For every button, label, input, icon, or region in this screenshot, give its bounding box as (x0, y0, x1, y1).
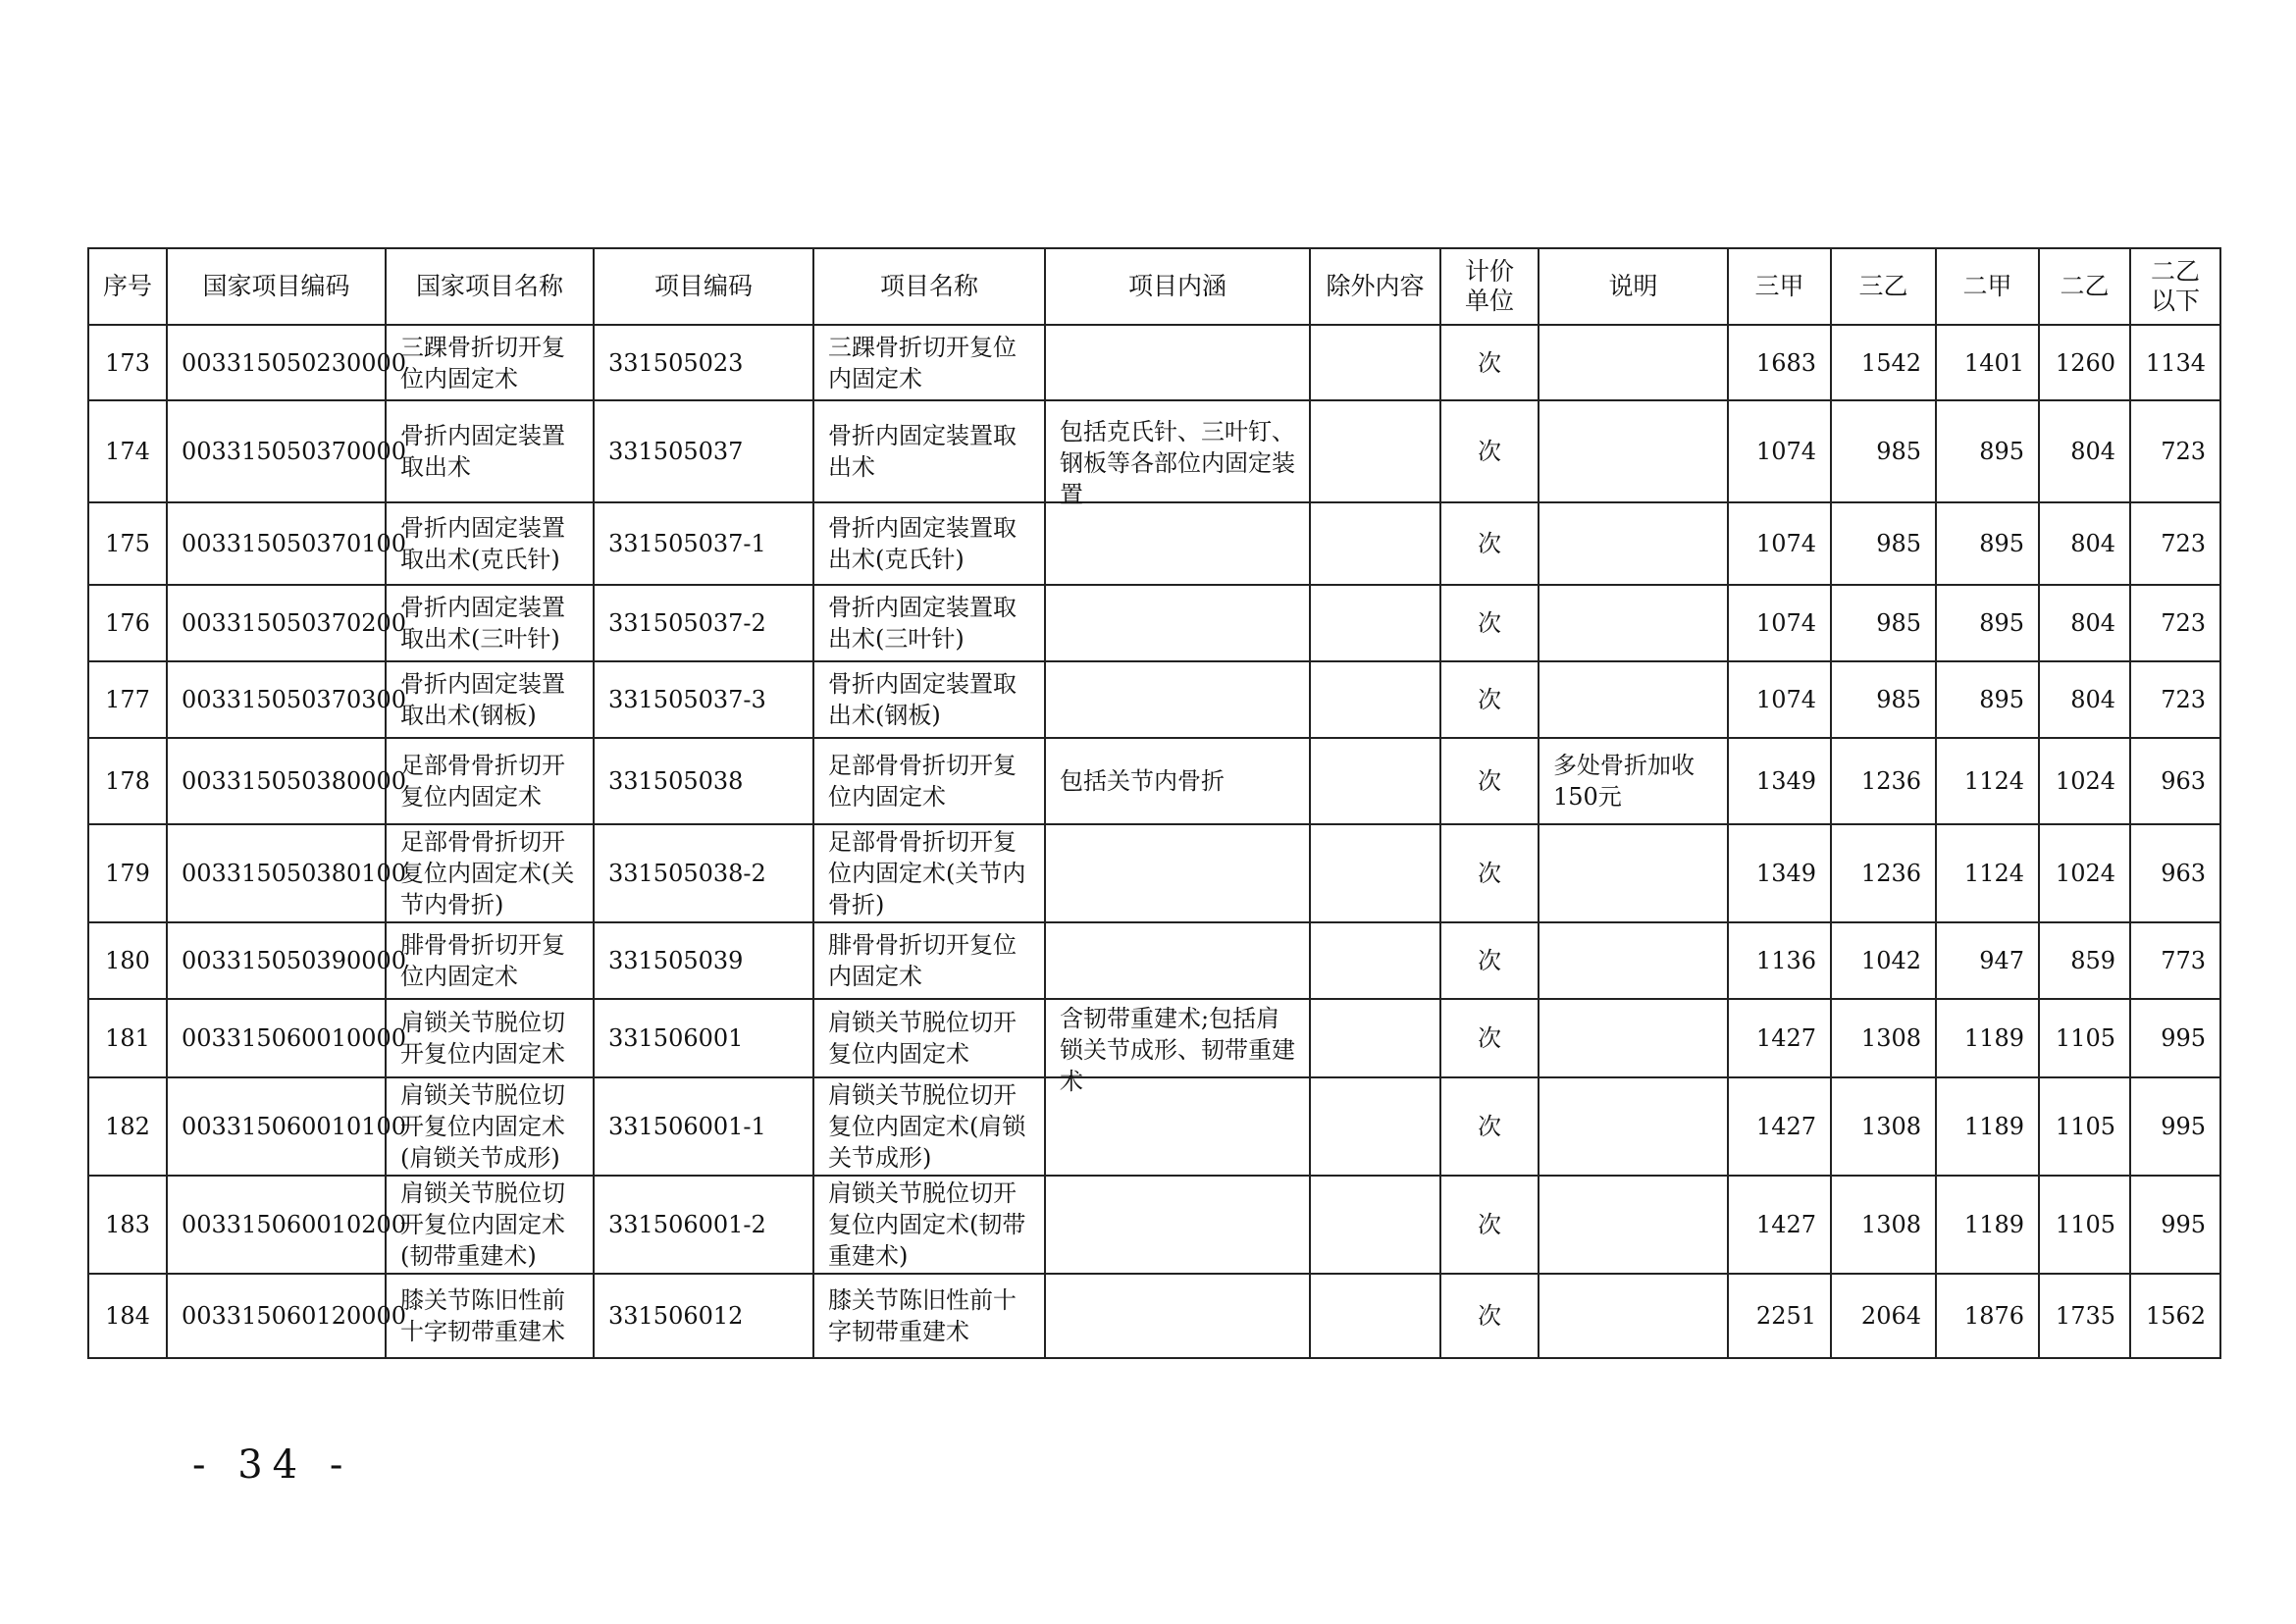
cell-price-tier-1: 1349 (1728, 738, 1831, 824)
cell-price-tier-4: 1735 (2039, 1274, 2130, 1358)
cell-pricing-unit: 次 (1440, 922, 1539, 999)
cell-item-name: 腓骨骨折切开复位内固定术 (813, 922, 1045, 999)
cell-price-tier-2: 985 (1831, 400, 1936, 502)
cell-item-code: 331505037-2 (594, 585, 813, 661)
cell-row-number: 176 (88, 585, 167, 661)
cell-national-code: 003315060010200 (167, 1176, 386, 1274)
cell-note (1539, 502, 1728, 585)
cell-national-name: 骨折内固定装置取出术(三叶针) (386, 585, 594, 661)
cell-excluded-content (1310, 922, 1440, 999)
table-row (88, 999, 2220, 1077)
cell-price-tier-2: 1236 (1831, 738, 1936, 824)
cell-pricing-unit: 次 (1440, 1274, 1539, 1358)
header-price-tier-1: 三甲 (1728, 248, 1831, 325)
cell-national-name: 肩锁关节脱位切开复位内固定术(肩锁关节成形) (386, 1077, 594, 1176)
cell-excluded-content (1310, 325, 1440, 400)
header-row (88, 248, 2220, 325)
cell-price-tier-5: 963 (2130, 824, 2220, 922)
header-price-tier-2: 三乙 (1831, 248, 1936, 325)
cell-price-tier-1: 1427 (1728, 1176, 1831, 1274)
cell-item-name: 肩锁关节脱位切开复位内固定术 (813, 999, 1045, 1077)
cell-row-number: 179 (88, 824, 167, 922)
cell-row-number: 174 (88, 400, 167, 502)
header-note: 说明 (1539, 248, 1728, 325)
cell-price-tier-1: 1683 (1728, 325, 1831, 400)
cell-item-content (1045, 999, 1310, 1095)
cell-national-code: 003315060010000 (167, 999, 386, 1077)
cell-row-number: 175 (88, 502, 167, 585)
cell-excluded-content (1310, 1274, 1440, 1358)
cell-price-tier-1: 1074 (1728, 585, 1831, 661)
cell-item-code: 331506001-1 (594, 1077, 813, 1176)
header-content: 项目内涵 (1045, 248, 1310, 325)
header-national-code: 国家项目编码 (167, 248, 386, 325)
cell-price-tier-3: 895 (1936, 502, 2039, 585)
cell-price-tier-4: 859 (2039, 922, 2130, 999)
table-row (88, 922, 2220, 999)
cell-pricing-unit: 次 (1440, 502, 1539, 585)
cell-price-tier-3: 1124 (1936, 738, 2039, 824)
table-row (88, 502, 2220, 585)
cell-item-code: 331505039 (594, 922, 813, 999)
cell-pricing-unit: 次 (1440, 824, 1539, 922)
cell-price-tier-2: 1308 (1831, 999, 1936, 1077)
header-excluded: 除外内容 (1310, 248, 1440, 325)
cell-price-tier-1: 1074 (1728, 502, 1831, 585)
cell-national-name: 足部骨骨折切开复位内固定术 (386, 738, 594, 824)
cell-pricing-unit: 次 (1440, 585, 1539, 661)
cell-national-code: 003315050390000 (167, 922, 386, 999)
cell-note (1539, 1176, 1728, 1274)
cell-item-code: 331505038-2 (594, 824, 813, 922)
cell-price-tier-2: 1308 (1831, 1077, 1936, 1176)
cell-price-tier-4: 804 (2039, 400, 2130, 502)
cell-item-name: 膝关节陈旧性前十字韧带重建术 (813, 1274, 1045, 1358)
cell-item-code: 331505038 (594, 738, 813, 824)
table-row (88, 738, 2220, 824)
cell-note (1539, 824, 1728, 922)
cell-national-code: 003315050370000 (167, 400, 386, 502)
cell-item-code: 331505023 (594, 325, 813, 400)
cell-item-code: 331505037-3 (594, 661, 813, 738)
cell-national-code: 003315050370100 (167, 502, 386, 585)
cell-price-tier-3: 1189 (1936, 1176, 2039, 1274)
cell-national-code: 003315060010100 (167, 1077, 386, 1176)
cell-national-code: 003315060120000 (167, 1274, 386, 1358)
cell-item-content-text: 包括关节内骨折 (1060, 767, 1225, 795)
header-unit: 计价 单位 (1440, 248, 1539, 325)
cell-national-code: 003315050380100 (167, 824, 386, 922)
cell-excluded-content (1310, 999, 1440, 1077)
cell-price-tier-3: 1189 (1936, 999, 2039, 1077)
cell-price-tier-4: 1024 (2039, 738, 2130, 824)
cell-national-code: 003315050230000 (167, 325, 386, 400)
cell-price-tier-2: 1308 (1831, 1176, 1936, 1274)
cell-item-name: 肩锁关节脱位切开复位内固定术(肩锁关节成形) (813, 1077, 1045, 1176)
cell-national-name: 腓骨骨折切开复位内固定术 (386, 922, 594, 999)
cell-price-tier-4: 804 (2039, 585, 2130, 661)
cell-item-content (1045, 922, 1310, 999)
cell-item-code: 331505037-1 (594, 502, 813, 585)
cell-excluded-content (1310, 661, 1440, 738)
cell-price-tier-2: 985 (1831, 661, 1936, 738)
cell-price-tier-5: 723 (2130, 400, 2220, 502)
cell-price-tier-5: 995 (2130, 1077, 2220, 1176)
cell-price-tier-3: 947 (1936, 922, 2039, 999)
cell-item-content (1045, 585, 1310, 661)
cell-item-content-text: 包括克氏针、三叶钉、钢板等各部位内固定装置 (1060, 418, 1295, 508)
cell-row-number: 181 (88, 999, 167, 1077)
cell-item-name: 骨折内固定装置取出术 (813, 400, 1045, 502)
cell-excluded-content (1310, 502, 1440, 585)
cell-price-tier-2: 985 (1831, 585, 1936, 661)
cell-national-code: 003315050370300 (167, 661, 386, 738)
cell-note (1539, 1274, 1728, 1358)
cell-item-content (1045, 738, 1310, 824)
cell-price-tier-4: 1024 (2039, 824, 2130, 922)
cell-row-number: 177 (88, 661, 167, 738)
cell-pricing-unit: 次 (1440, 1176, 1539, 1274)
cell-price-tier-4: 804 (2039, 661, 2130, 738)
cell-row-number: 183 (88, 1176, 167, 1274)
table-row (88, 400, 2220, 502)
cell-price-tier-5: 723 (2130, 502, 2220, 585)
cell-price-tier-1: 1427 (1728, 999, 1831, 1077)
cell-item-content (1045, 661, 1310, 738)
cell-excluded-content (1310, 585, 1440, 661)
cell-note (1539, 922, 1728, 999)
cell-price-tier-4: 1105 (2039, 1176, 2130, 1274)
header-price-tier-5: 二乙 以下 (2130, 248, 2220, 325)
cell-national-name: 骨折内固定装置取出术(钢板) (386, 661, 594, 738)
cell-price-tier-5: 723 (2130, 661, 2220, 738)
header-price-tier-3: 二甲 (1936, 248, 2039, 325)
cell-price-tier-2: 1236 (1831, 824, 1936, 922)
cell-national-name: 肩锁关节脱位切开复位内固定术(韧带重建术) (386, 1176, 594, 1274)
cell-pricing-unit: 次 (1440, 661, 1539, 738)
table-body (88, 325, 2220, 1358)
cell-excluded-content (1310, 1176, 1440, 1274)
cell-note (1539, 1077, 1728, 1176)
cell-excluded-content (1310, 824, 1440, 922)
cell-national-code: 003315050370200 (167, 585, 386, 661)
cell-excluded-content (1310, 738, 1440, 824)
cell-price-tier-5: 995 (2130, 999, 2220, 1077)
cell-price-tier-5: 773 (2130, 922, 2220, 999)
cell-item-name: 三踝骨折切开复位内固定术 (813, 325, 1045, 400)
cell-item-content (1045, 1077, 1310, 1176)
table-row (88, 1274, 2220, 1358)
cell-item-name: 足部骨骨折切开复位内固定术 (813, 738, 1045, 824)
header-no: 序号 (88, 248, 167, 325)
cell-note (1539, 585, 1728, 661)
cell-price-tier-5: 1134 (2130, 325, 2220, 400)
cell-price-tier-5: 995 (2130, 1176, 2220, 1274)
cell-item-code: 331506012 (594, 1274, 813, 1358)
cell-item-name: 足部骨骨折切开复位内固定术(关节内骨折) (813, 824, 1045, 922)
cell-row-number: 173 (88, 325, 167, 400)
cell-item-content (1045, 325, 1310, 400)
cell-national-name: 骨折内固定装置取出术(克氏针) (386, 502, 594, 585)
cell-price-tier-2: 1042 (1831, 922, 1936, 999)
cell-note (1539, 999, 1728, 1077)
table-row (88, 325, 2220, 400)
cell-price-tier-5: 723 (2130, 585, 2220, 661)
cell-price-tier-1: 1136 (1728, 922, 1831, 999)
cell-row-number: 178 (88, 738, 167, 824)
cell-pricing-unit: 次 (1440, 999, 1539, 1077)
cell-item-name: 肩锁关节脱位切开复位内固定术(韧带重建术) (813, 1176, 1045, 1274)
cell-pricing-unit: 次 (1440, 1077, 1539, 1176)
cell-price-tier-3: 895 (1936, 400, 2039, 502)
cell-price-tier-4: 804 (2039, 502, 2130, 585)
cell-price-tier-1: 1074 (1728, 400, 1831, 502)
cell-row-number: 182 (88, 1077, 167, 1176)
cell-item-code: 331505037 (594, 400, 813, 502)
table-row (88, 1176, 2220, 1274)
cell-note (1539, 400, 1728, 502)
cell-price-tier-1: 2251 (1728, 1274, 1831, 1358)
table-row (88, 1077, 2220, 1176)
cell-price-tier-1: 1427 (1728, 1077, 1831, 1176)
cell-price-tier-1: 1074 (1728, 661, 1831, 738)
cell-national-name: 足部骨骨折切开复位内固定术(关节内骨折) (386, 824, 594, 922)
cell-item-code: 331506001 (594, 999, 813, 1077)
cell-item-name: 骨折内固定装置取出术(三叶针) (813, 585, 1045, 661)
cell-price-tier-5: 963 (2130, 738, 2220, 824)
cell-item-name: 骨折内固定装置取出术(钢板) (813, 661, 1045, 738)
cell-national-code: 003315050380000 (167, 738, 386, 824)
header-price-tier-4: 二乙 (2039, 248, 2130, 325)
cell-national-name: 肩锁关节脱位切开复位内固定术 (386, 999, 594, 1077)
cell-pricing-unit: 次 (1440, 400, 1539, 502)
cell-item-content (1045, 1176, 1310, 1274)
cell-price-tier-3: 1189 (1936, 1077, 2039, 1176)
cell-price-tier-3: 1876 (1936, 1274, 2039, 1358)
cell-national-name: 骨折内固定装置取出术 (386, 400, 594, 502)
cell-item-content (1045, 400, 1310, 508)
cell-price-tier-2: 2064 (1831, 1274, 1936, 1358)
cell-price-tier-4: 1105 (2039, 999, 2130, 1077)
cell-item-content (1045, 824, 1310, 922)
cell-excluded-content (1310, 400, 1440, 502)
table-row (88, 585, 2220, 661)
cell-price-tier-3: 1124 (1936, 824, 2039, 922)
cell-note (1539, 325, 1728, 400)
cell-national-name: 膝关节陈旧性前十字韧带重建术 (386, 1274, 594, 1358)
table-row (88, 661, 2220, 738)
cell-price-tier-3: 1401 (1936, 325, 2039, 400)
cell-price-tier-1: 1349 (1728, 824, 1831, 922)
cell-item-code: 331506001-2 (594, 1176, 813, 1274)
header-name: 项目名称 (813, 248, 1045, 325)
page-number: - 34 - (192, 1442, 353, 1488)
cell-pricing-unit: 次 (1440, 738, 1539, 824)
cell-row-number: 180 (88, 922, 167, 999)
cell-pricing-unit: 次 (1440, 325, 1539, 400)
cell-item-name: 骨折内固定装置取出术(克氏针) (813, 502, 1045, 585)
cell-excluded-content (1310, 1077, 1440, 1176)
cell-price-tier-3: 895 (1936, 661, 2039, 738)
header-national-name: 国家项目名称 (386, 248, 594, 325)
cell-item-content (1045, 502, 1310, 585)
cell-price-tier-3: 895 (1936, 585, 2039, 661)
cell-national-name: 三踝骨折切开复位内固定术 (386, 325, 594, 400)
cell-price-tier-4: 1260 (2039, 325, 2130, 400)
cell-item-content-text: 含韧带重建术;包括肩锁关节成形、韧带重建术 (1060, 1005, 1295, 1095)
price-table (87, 247, 2221, 1359)
cell-price-tier-4: 1105 (2039, 1077, 2130, 1176)
cell-price-tier-2: 1542 (1831, 325, 1936, 400)
cell-note: 多处骨折加收150元 (1539, 738, 1728, 824)
cell-item-content (1045, 1274, 1310, 1358)
cell-price-tier-2: 985 (1831, 502, 1936, 585)
table-row (88, 824, 2220, 922)
cell-note (1539, 661, 1728, 738)
header-code: 项目编码 (594, 248, 813, 325)
cell-row-number: 184 (88, 1274, 167, 1358)
cell-price-tier-5: 1562 (2130, 1274, 2220, 1358)
